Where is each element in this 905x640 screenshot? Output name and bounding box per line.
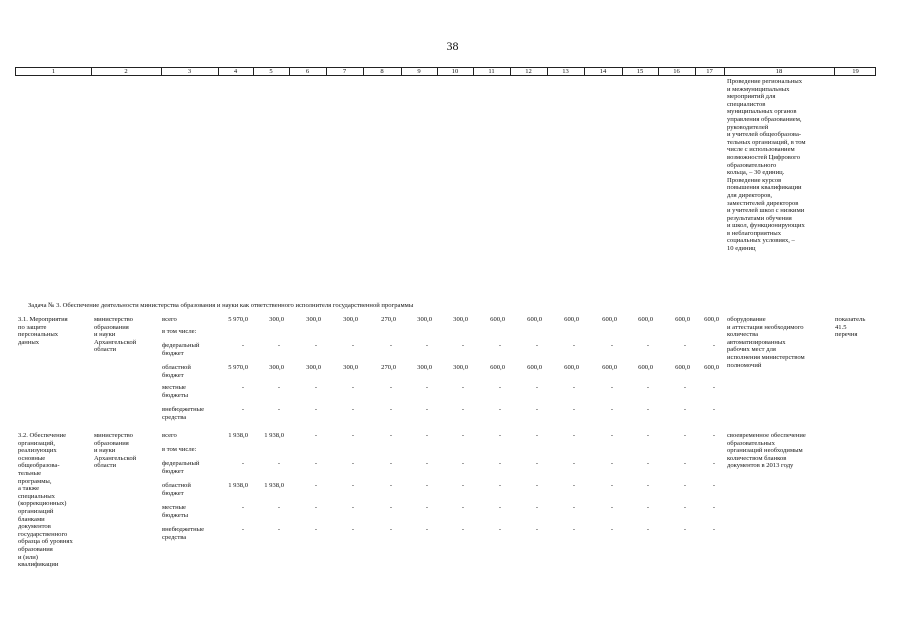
row31-result: оборудование и аттестация необходимого количества автоматизированных рабочих мест для исполнения министерством полномочий	[727, 316, 805, 369]
cell-value: 600,0	[490, 316, 505, 323]
cell-dash: -	[646, 504, 650, 511]
cell-dash: -	[572, 504, 576, 511]
cell-dash: -	[610, 432, 614, 439]
source-label: внебюджетные средства	[162, 406, 205, 421]
cell-dash: -	[535, 460, 539, 467]
cell-dash: -	[572, 460, 576, 467]
cell-dash: -	[683, 460, 687, 467]
cell-dash: -	[351, 460, 355, 467]
cell-dash: -	[241, 384, 245, 391]
header-column-number: 13	[562, 68, 569, 75]
cell-dash: -	[712, 342, 716, 349]
cell-dash: -	[314, 482, 318, 489]
cell-dash: -	[498, 526, 502, 533]
source-label: областной бюджет	[162, 364, 191, 379]
cell-dash: -	[646, 342, 650, 349]
cell-dash: -	[389, 406, 393, 413]
cell-dash: -	[498, 460, 502, 467]
cell-dash: -	[712, 504, 716, 511]
cell-dash: -	[314, 526, 318, 533]
cell-dash: -	[351, 384, 355, 391]
cell-dash: -	[646, 406, 650, 413]
cell-dash: -	[646, 432, 650, 439]
header-column-number: 10	[451, 68, 459, 75]
cell-dash: -	[314, 432, 318, 439]
cell-value: 5 970,0	[228, 364, 248, 371]
cell-dash: -	[425, 504, 429, 511]
cell-dash: -	[241, 460, 245, 467]
cell-value: 600,0	[564, 316, 579, 323]
cell-dash: -	[461, 460, 465, 467]
cell-dash: -	[498, 406, 502, 413]
cell-dash: -	[241, 504, 245, 511]
source-label: в том числе:	[162, 328, 197, 335]
cell-dash: -	[277, 342, 281, 349]
source-label: местные бюджеты	[162, 504, 189, 519]
row31-executor: министерство образования и науки Архангельской области	[94, 316, 137, 354]
row32-executor: министерство образования и науки Архангельской области	[94, 432, 137, 470]
source-label: областной бюджет	[162, 482, 191, 497]
cell-value: 600,0	[527, 364, 542, 371]
cell-value: 5 970,0	[228, 316, 248, 323]
header-column-number: 11	[488, 68, 495, 75]
cell-dash: -	[241, 342, 245, 349]
cell-dash: -	[351, 342, 355, 349]
cell-dash: -	[712, 482, 716, 489]
row31-indicator: показатель 41.5 перечня	[835, 316, 866, 339]
cell-dash: -	[535, 504, 539, 511]
cell-dash: -	[646, 482, 650, 489]
header-column-number: 7	[342, 68, 347, 75]
cell-dash: -	[314, 384, 318, 391]
cell-value: 600,0	[602, 364, 617, 371]
cell-dash: -	[389, 504, 393, 511]
cell-dash: -	[572, 406, 576, 413]
cell-dash: -	[498, 384, 502, 391]
cell-dash: -	[683, 504, 687, 511]
cell-dash: -	[425, 482, 429, 489]
cell-dash: -	[572, 432, 576, 439]
cell-dash: -	[683, 406, 687, 413]
cell-dash: -	[241, 406, 245, 413]
cell-value: 300,0	[453, 364, 468, 371]
cell-value: 300,0	[417, 364, 432, 371]
cell-dash: -	[683, 482, 687, 489]
header-column-number: 9	[417, 68, 421, 75]
cell-dash: -	[314, 504, 318, 511]
cell-dash: -	[646, 460, 650, 467]
cell-dash: -	[572, 526, 576, 533]
cell-dash: -	[535, 384, 539, 391]
cell-dash: -	[461, 384, 465, 391]
cell-value: 600,0	[490, 364, 505, 371]
cell-dash: -	[461, 482, 465, 489]
cell-dash: -	[314, 406, 318, 413]
cell-dash: -	[712, 526, 716, 533]
source-label: местные бюджеты	[162, 384, 189, 399]
cell-dash: -	[314, 342, 318, 349]
cell-dash: -	[498, 504, 502, 511]
cell-dash: -	[351, 432, 355, 439]
cell-value: 600,0	[564, 364, 579, 371]
header-column-number: 4	[233, 68, 238, 75]
cell-dash: -	[461, 432, 465, 439]
cell-value: 600,0	[704, 316, 719, 323]
header-column-number: 15	[636, 68, 644, 75]
cell-dash: -	[277, 384, 281, 391]
cell-value: 300,0	[417, 316, 432, 323]
cell-dash: -	[389, 482, 393, 489]
cell-dash: -	[461, 504, 465, 511]
cell-dash: -	[351, 406, 355, 413]
cell-value: 1 938,0	[264, 482, 284, 489]
cell-dash: -	[389, 526, 393, 533]
cell-dash: -	[389, 342, 393, 349]
row31-name: 3.1. Мероприятия по защите персональных данных	[18, 316, 68, 346]
source-label: всего	[162, 432, 177, 439]
cell-dash: -	[535, 526, 539, 533]
cell-value: 300,0	[343, 316, 358, 323]
cell-dash: -	[241, 526, 245, 533]
col18-continuation-text: Проведение региональных и межмуниципальных мероприятий для специалистов муниципальных органов управления образованием, руководителей и учителей общеобразова- тельных организаций, в том числе с использованием возможностей Цифрового образовательного кольца, – 30 единиц. Проведение курсов повышения квалификации для директоров, заместителей директоров и учителей школ с низкими результатами обучения и школ, функционирующих в неблагоприятных социальных условиях, – 10 единиц	[727, 78, 806, 253]
cell-dash: -	[389, 432, 393, 439]
cell-dash: -	[646, 526, 650, 533]
cell-dash: -	[425, 342, 429, 349]
header-column-number: 5	[269, 68, 273, 75]
cell-dash: -	[351, 482, 355, 489]
header-column-number: 6	[305, 68, 310, 75]
cell-value: 600,0	[675, 364, 690, 371]
header-column-number: 14	[599, 68, 607, 75]
cell-dash: -	[683, 526, 687, 533]
cell-dash: -	[610, 384, 614, 391]
cell-dash: -	[610, 504, 614, 511]
header-column-number: 16	[673, 68, 680, 75]
header-column-number: 8	[380, 68, 384, 75]
cell-dash: -	[461, 342, 465, 349]
row32-result: своевременное обеспечение образовательных организаций необходимым количеством бланков документов в 2013 году	[727, 432, 806, 470]
table-header-row	[15, 67, 876, 76]
cell-dash: -	[535, 432, 539, 439]
cell-dash: -	[498, 432, 502, 439]
header-column-number: 18	[775, 68, 783, 75]
cell-dash: -	[277, 526, 281, 533]
cell-value: 600,0	[602, 316, 617, 323]
cell-dash: -	[683, 432, 687, 439]
cell-value: 270,0	[381, 364, 396, 371]
cell-dash: -	[610, 406, 614, 413]
cell-dash: -	[535, 342, 539, 349]
source-label: федеральный бюджет	[162, 460, 200, 475]
row32-name: 3.2. Обеспечение организаций, реализующих основные общеобразова- тельные программы, а также специальных (коррекционных) организаций бланками документов государственного образца об уровнях образования и (или) квалификации	[18, 432, 73, 569]
cell-value: 300,0	[343, 364, 358, 371]
cell-value: 1 938,0	[264, 432, 284, 439]
header-column-number: 1	[51, 68, 56, 75]
header-column-number: 19	[852, 68, 859, 75]
cell-value: 300,0	[453, 316, 468, 323]
cell-value: 300,0	[269, 364, 284, 371]
cell-value: 270,0	[381, 316, 396, 323]
cell-dash: -	[712, 460, 716, 467]
cell-dash: -	[572, 384, 576, 391]
cell-dash: -	[277, 406, 281, 413]
cell-value: 1 938,0	[228, 482, 248, 489]
cell-value: 1 938,0	[228, 432, 248, 439]
cell-dash: -	[498, 482, 502, 489]
cell-dash: -	[712, 384, 716, 391]
cell-dash: -	[351, 526, 355, 533]
header-column-number: 3	[187, 68, 192, 75]
cell-dash: -	[314, 460, 318, 467]
cell-dash: -	[425, 460, 429, 467]
header-column-number: 12	[525, 68, 532, 75]
cell-value: 600,0	[527, 316, 542, 323]
cell-dash: -	[683, 342, 687, 349]
task-heading: Задача № 3. Обеспечение деятельности министерства образования и науки как ответственного исполнителя государственной программы	[28, 302, 414, 309]
cell-value: 300,0	[306, 316, 321, 323]
cell-value: 300,0	[306, 364, 321, 371]
cell-dash: -	[610, 482, 614, 489]
cell-dash: -	[572, 482, 576, 489]
cell-dash: -	[351, 504, 355, 511]
cell-dash: -	[610, 460, 614, 467]
cell-value: 600,0	[638, 316, 653, 323]
cell-dash: -	[610, 342, 614, 349]
cell-dash: -	[610, 526, 614, 533]
source-label: федеральный бюджет	[162, 342, 200, 357]
cell-dash: -	[425, 432, 429, 439]
source-label: внебюджетные средства	[162, 526, 205, 541]
cell-dash: -	[535, 406, 539, 413]
cell-dash: -	[498, 342, 502, 349]
cell-dash: -	[277, 460, 281, 467]
cell-value: 300,0	[269, 316, 284, 323]
cell-dash: -	[461, 526, 465, 533]
cell-dash: -	[425, 526, 429, 533]
cell-dash: -	[425, 384, 429, 391]
cell-dash: -	[535, 482, 539, 489]
source-label: всего	[162, 316, 177, 323]
cell-dash: -	[683, 384, 687, 391]
cell-dash: -	[461, 406, 465, 413]
cell-dash: -	[712, 432, 716, 439]
page-number: 38	[446, 39, 459, 53]
cell-dash: -	[712, 406, 716, 413]
cell-dash: -	[425, 406, 429, 413]
cell-dash: -	[389, 384, 393, 391]
cell-dash: -	[646, 384, 650, 391]
source-label: в том числе:	[162, 446, 197, 453]
cell-value: 600,0	[704, 364, 719, 371]
header-column-number: 17	[706, 68, 713, 75]
header-column-number: 2	[124, 68, 128, 75]
cell-dash: -	[389, 460, 393, 467]
cell-dash: -	[572, 342, 576, 349]
cell-value: 600,0	[638, 364, 653, 371]
cell-dash: -	[277, 504, 281, 511]
cell-value: 600,0	[675, 316, 690, 323]
